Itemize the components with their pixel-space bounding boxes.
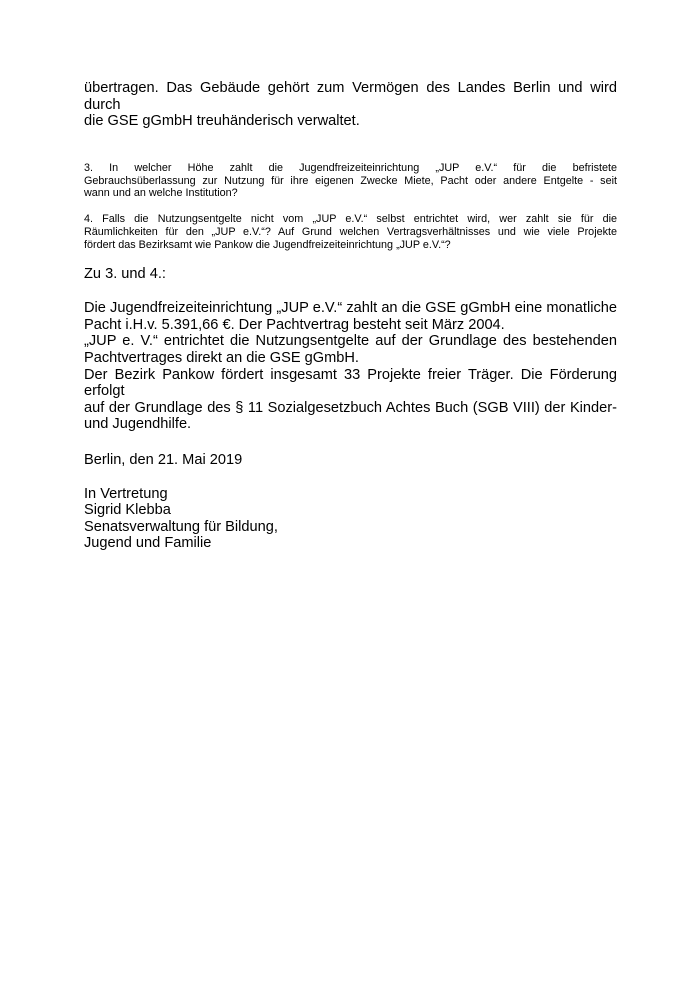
answer-paragraph xyxy=(84,300,617,433)
signatory-name: Sigrid Klebba xyxy=(84,502,171,519)
question-3-line: 3. In welcher Höhe zahlt die Jugendfreizeiteinrichtung „JUP e.V.“ für die befristete xyxy=(84,161,617,174)
intro-paragraph xyxy=(84,80,617,130)
question-4 xyxy=(84,213,617,251)
answer-line: Der Bezirk Pankow fördert insgesamt 33 Projekte freier Träger. Die Förderung erfolgt xyxy=(84,366,617,400)
answer-heading: Zu 3. und 4.: xyxy=(84,265,166,282)
date-line: Berlin, den 21. Mai 2019 xyxy=(84,451,243,468)
signature-line: In Vertretung xyxy=(84,485,168,502)
question-3 xyxy=(84,162,617,200)
document-page xyxy=(84,80,617,552)
signature-block xyxy=(84,486,617,552)
answer-line: Die Jugendfreizeiteinrichtung „JUP e.V.“ zahlt an die GSE gGmbH eine monatliche xyxy=(84,300,617,317)
question-3-line: Gebrauchsüberlassung zur Nutzung für ihre eigenen Zwecke Miete, Pacht oder andere Entgelte - seit xyxy=(84,174,617,187)
answer-line: „JUP e. V.“ entrichtet die Nutzungsentgelte auf der Grundlage des bestehenden xyxy=(84,333,617,350)
answer-line: und Jugendhilfe. xyxy=(84,416,192,433)
signature-line: Senatsverwaltung für Bildung, xyxy=(84,518,278,535)
answer-line: Pachtvertrages direkt an die GSE gGmbH. xyxy=(84,349,359,366)
answer-line: auf der Grundlage des § 11 Sozialgesetzbuch Achtes Buch (SGB VIII) der Kinder- xyxy=(84,399,617,416)
question-3-line: wann und an welche Institution? xyxy=(84,187,238,200)
question-4-line: fördert das Bezirksamt wie Pankow die Jugendfreizeiteinrichtung „JUP e.V.“? xyxy=(84,238,451,251)
signature-line: Jugend und Familie xyxy=(84,535,212,552)
question-4-line: 4. Falls die Nutzungsentgelte nicht vom „JUP e.V.“ selbst entrichtet wird, wer zahlt sie für die xyxy=(84,213,617,226)
answer-line: Pacht i.H.v. 5.391,66 €. Der Pachtvertrag besteht seit März 2004. xyxy=(84,316,505,333)
question-4-line: Räumlichkeiten für den „JUP e.V.“? Auf Grund welchen Vertragsverhältnisses und wie viele Projekte xyxy=(84,225,617,238)
intro-line: die GSE gGmbH treuhänderisch verwaltet. xyxy=(84,113,360,130)
intro-line: übertragen. Das Gebäude gehört zum Vermögen des Landes Berlin und wird durch xyxy=(84,80,617,113)
